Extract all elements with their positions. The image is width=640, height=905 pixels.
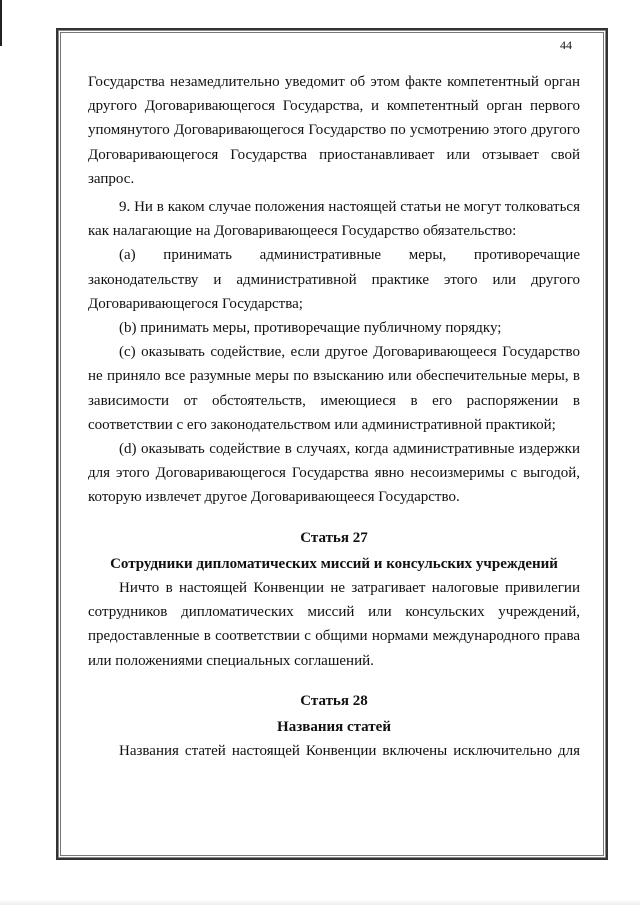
paragraph-continuation: Государства незамедлительно уведомит об этом факте компетентный орган другого Договаривающегося Государства, и компетентный орган первого упомянутого Договаривающегося Государство по усмотрению этого другого Договаривающегося Государства приостанавливает или отзывает свой запрос.: [88, 74, 580, 187]
paragraph-item-c: (с) оказывать содействие, если другое Договаривающееся Государство не приняло все разумные меры по взысканию или обеспечительные меры, в зависимости от обстоятельств, имеющиеся в его распоряжении в соответствии с его законодательством или административной практикой;: [88, 344, 580, 433]
article-27-text: Ничто в настоящей Конвенции не затрагивает налоговые привилегии сотрудников дипломатических миссий или консульских учреждений, предоставленные в соответствии с общими нормами международного права или положениями специальных соглашений.: [88, 580, 580, 669]
article-28-heading: Статья 28: [300, 692, 368, 709]
scan-bottom-shadow: [0, 899, 640, 905]
article-27-heading: Статья 27: [300, 529, 368, 546]
scan-edge-mark: [0, 0, 2, 46]
paragraph-item-a: (а) принимать административные меры, противоречащие законодательству и административной практике этого или другого Договаривающегося Государства;: [88, 247, 580, 312]
page-number: 44: [560, 38, 572, 52]
article-28-title: Названия статей: [277, 719, 391, 736]
paragraph-clause-9: 9. Ни в каком случае положения настоящей статьи не могут толковаться как налагающие на Договаривающееся Государство обязательство:: [88, 199, 580, 240]
paragraph-item-d: (d) оказывать содействие в случаях, когда административные издержки для этого Договаривающегося Государства явно несоизмеримы с выгодой, которую извлечет другое Договаривающееся Государство.: [88, 441, 580, 506]
article-27-title: Сотрудники дипломатических миссий и консульских учреждений: [110, 555, 558, 572]
document-body: [88, 70, 580, 763]
paragraph-item-b: (b) принимать меры, противоречащие публичному порядку;: [119, 320, 502, 337]
article-28-text: Названия статей настоящей Конвенции включены исключительно для: [119, 743, 580, 760]
